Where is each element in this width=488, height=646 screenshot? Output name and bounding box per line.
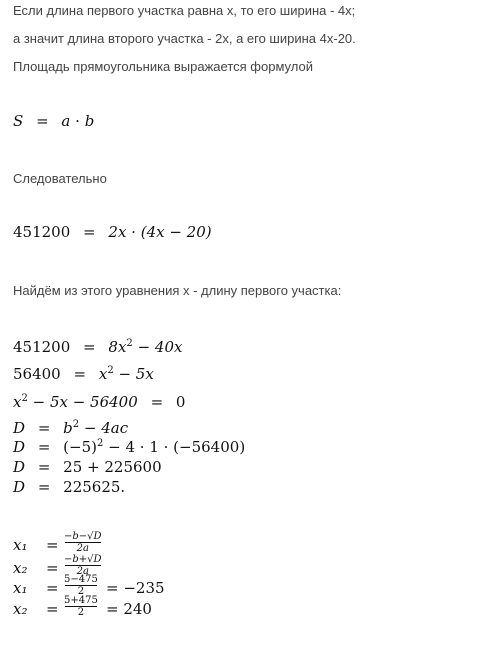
- text-line-1: Если длина первого участка равна x, то его ширина - 4x;: [13, 3, 356, 18]
- root-1-value-result: = −235: [106, 579, 165, 597]
- root-1-label: x₁: [13, 536, 28, 554]
- root-2-eq: =: [46, 559, 59, 577]
- equation-4: $x^2 - 5x - 56400 = 0$: [13, 393, 186, 411]
- text-line-3: Площадь прямоугольника выражается формулой: [13, 59, 313, 74]
- equation-1: 451200 = 2x · (4x − 20): [13, 223, 212, 241]
- text-line-4: Следовательно: [13, 171, 107, 186]
- root-2-label: x₂: [13, 559, 28, 577]
- text-line-5: Найдём из этого уравнения x - длину первого участка:: [13, 283, 342, 298]
- root-1-eq: =: [46, 536, 59, 554]
- root-1-value-label: x₁: [13, 579, 28, 597]
- discriminant-1: $D = b^2 - 4ac$: [13, 419, 129, 437]
- text-line-2: а значит длина второго участка - 2x, а его ширина 4x-20.: [13, 31, 356, 46]
- area-formula: S = a · b: [13, 112, 95, 130]
- discriminant-3: D = 25 + 225600: [13, 458, 162, 476]
- root-2-value-label: x₂: [13, 600, 28, 618]
- root-1-value-fraction: 5−475 2: [64, 574, 98, 597]
- root-2-value-result: = 240: [106, 600, 152, 618]
- equation-3: $56400 = x^2 - 5x$: [13, 365, 154, 383]
- root-2-value-fraction: 5+475 2: [64, 595, 98, 618]
- root-1-value-eq: =: [46, 579, 59, 597]
- root-1-fraction: −b−√D 2a: [64, 531, 102, 554]
- discriminant-2: $D = (-5)^2 - 4 \cdot 1 \cdot (-56400)$: [13, 438, 246, 456]
- equation-2: $451200 = 8x^2 - 40x$: [13, 338, 183, 356]
- root-2-value-eq: =: [46, 600, 59, 618]
- discriminant-4: D = 225625.: [13, 478, 126, 496]
- root-2-fraction: −b+√D 2a: [64, 554, 102, 577]
